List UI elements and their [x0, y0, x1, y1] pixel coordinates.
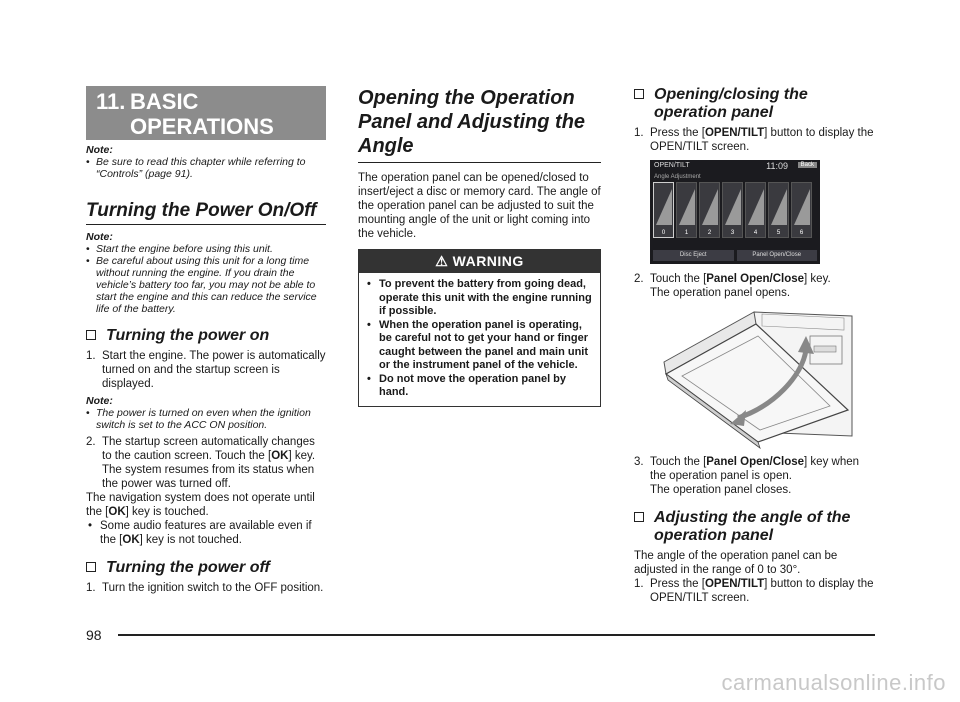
checkbox-icon: [634, 512, 644, 522]
warning-item: • When the operation panel is operating, be careful not to get your hand or finger caught between the panel and main unit or the instrument panel of the vehicle.: [365, 319, 594, 373]
subheading-adjust-angle: Adjusting the angle of the operation panel: [634, 509, 874, 545]
adjust-intro: The angle of the operation panel can be adjusted in the range of 0 to 30°.: [634, 550, 838, 576]
note-item: • The power is turned on even when the ignition switch is set to the ACC ON position.: [86, 407, 326, 431]
checkbox-icon: [86, 562, 96, 572]
note-item: • Be sure to read this chapter while referring to “Controls” (page 91).: [86, 156, 326, 180]
subheading-power-off: Turning the power off: [86, 559, 326, 577]
angle-tile: 5: [768, 182, 789, 238]
screen-panel-open-close-button: Panel Open/Close: [737, 250, 818, 261]
angle-tile: 0: [653, 182, 674, 238]
power-note2-list: [86, 407, 326, 431]
checkbox-icon: [86, 330, 96, 340]
screen-subtitle: Angle Adjustment: [654, 174, 701, 180]
middle-column: [358, 86, 601, 407]
note-label: Note:: [86, 231, 113, 243]
chapter-title: [86, 86, 326, 140]
subheading-power-on: Turning the power on: [86, 327, 326, 345]
oc-step-2: 2. Touch the [Panel Open/Close] key. The operation panel opens.: [634, 273, 831, 299]
oc-step-3: 3. Touch the [Panel Open/Close] key when the operation panel is open. The operation panel closes.: [634, 456, 860, 496]
footer-rule: [118, 634, 875, 636]
nav-text: The navigation system does not operate until the [OK] key is touched.: [86, 492, 315, 518]
warning-item: • To prevent the battery from going dead, operate this unit with the engine running if possible.: [365, 278, 594, 319]
adjust-step-1: 1. Press the [OPEN/TILT] button to display the OPEN/TILT screen.: [634, 578, 874, 604]
angle-tile: 1: [676, 182, 697, 238]
watermark: carmanualsonline.info: [721, 670, 946, 695]
screen-clock: 11:09: [766, 161, 788, 171]
chapter-title-line2: OPERATIONS: [130, 114, 274, 139]
warning-header: ⚠ WARNING: [359, 250, 600, 273]
checkbox-icon: [634, 89, 644, 99]
note-label: Note:: [86, 144, 113, 156]
chapter-title-line1: BASIC: [130, 89, 199, 114]
screen-back-button: Back: [798, 162, 817, 168]
screen-title: OPEN/TILT: [654, 162, 690, 169]
audio-bullet: • Some audio features are available even if the [OK] key is not touched.: [86, 519, 326, 547]
open-tilt-screen-image: [650, 160, 820, 264]
off-step-1: 1. Turn the ignition switch to the OFF position.: [86, 582, 324, 594]
panel-open-illustration: [634, 306, 874, 451]
warning-item: • Do not move the operation panel by hand.: [365, 373, 594, 400]
warning-body: [359, 273, 600, 406]
note-item: • Start the engine before using this unit.: [86, 243, 326, 255]
left-column: [86, 86, 326, 595]
page-number: 98: [86, 627, 102, 643]
section-heading-panel: Opening the Operation Panel and Adjusting the Angle: [358, 86, 601, 163]
oc-step-1: 1. Press the [OPEN/TILT] button to display the OPEN/TILT screen.: [634, 127, 874, 153]
chapter-number: 11.: [96, 89, 126, 114]
power-note-list: [86, 243, 326, 315]
step-1: 1. Start the engine. The power is automatically turned on and the startup screen is displayed.: [86, 350, 326, 390]
angle-tiles: [653, 182, 812, 238]
angle-tile: 3: [722, 182, 743, 238]
warning-box: [358, 249, 601, 407]
panel-intro: The operation panel can be opened/closed to insert/eject a disc or memory card. The angle of the operation panel can be adjusted to suit the mounting angle of the unit or light coming into the vehicle.: [358, 172, 601, 240]
right-column: [634, 86, 874, 605]
screen-disc-eject-button: Disc Eject: [653, 250, 734, 261]
warning-icon: ⚠: [435, 253, 453, 269]
subheading-open-close: Opening/closing the operation panel: [634, 86, 874, 122]
section-heading-power: Turning the Power On/Off: [86, 200, 326, 225]
angle-tile: 2: [699, 182, 720, 238]
angle-tile: 6: [791, 182, 812, 238]
intro-note-list: [86, 156, 326, 180]
note-label: Note:: [86, 395, 113, 407]
note-item: • Be careful about using this unit for a long time without running the engine. If you drain the vehicle’s battery too far, you may not be able to start the engine and this can reduce the service life of the battery.: [86, 255, 326, 315]
angle-tile: 4: [745, 182, 766, 238]
step-2: 2. The startup screen automatically changes to the caution screen. Touch the [OK] key. The system resumes from its status when the power was turned off.: [86, 436, 316, 490]
